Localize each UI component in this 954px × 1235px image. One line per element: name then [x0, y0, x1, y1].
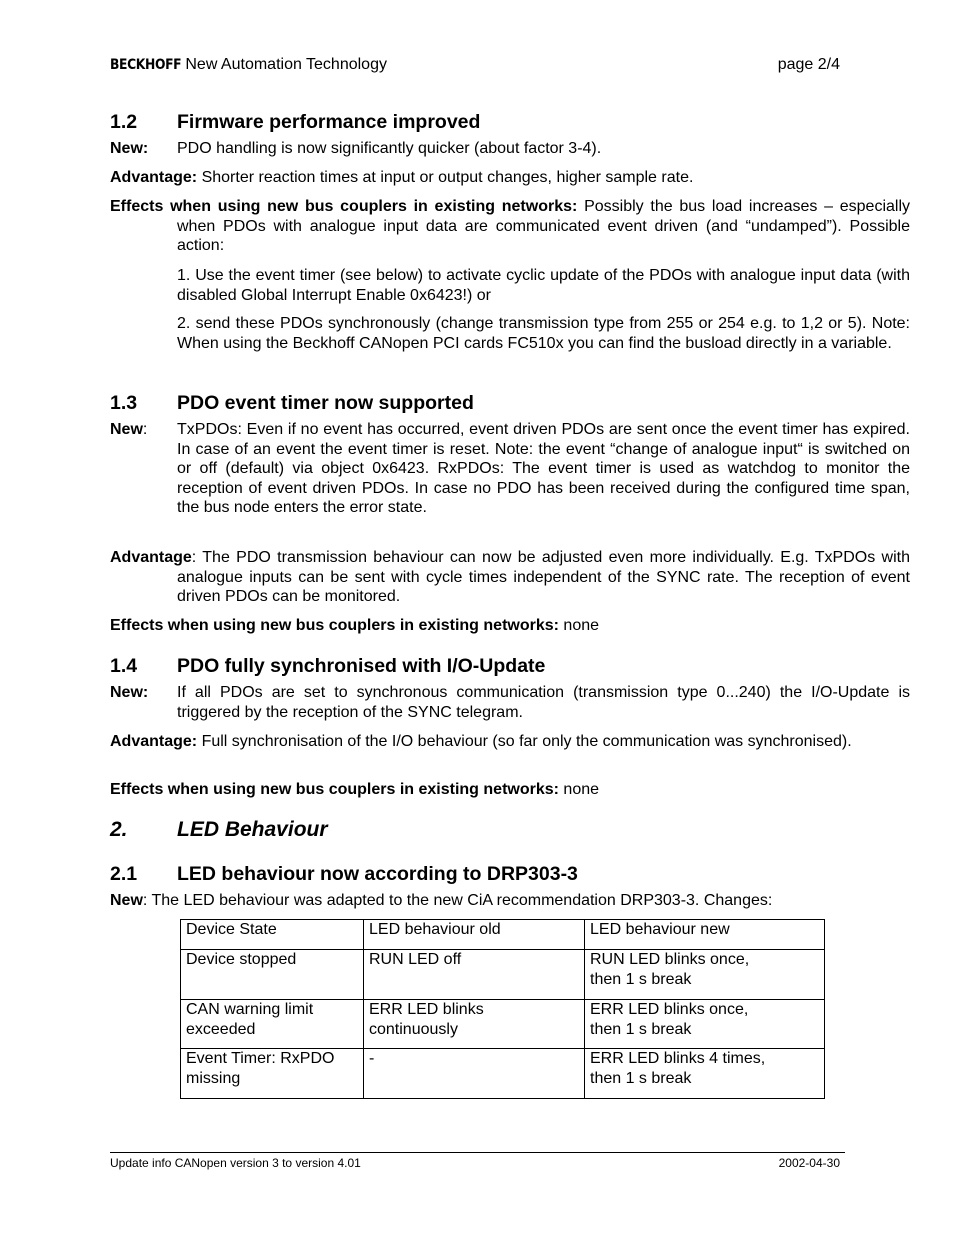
- table-row: [181, 950, 825, 1000]
- table-cell-new: ERR LED blinks 4 times, then 1 s break: [585, 1049, 825, 1099]
- paragraph-text: : The LED behaviour was adapted to the new CiA recommendation DRP303-3. Changes:: [142, 892, 773, 909]
- table-header-cell: LED behaviour new: [585, 920, 825, 950]
- paragraph-new-1-4: [110, 683, 910, 722]
- section-heading-1-2: [110, 111, 480, 134]
- label-effects: Effects when using new bus couplers in existing networks:: [110, 198, 578, 215]
- chapter-number: 2.: [110, 818, 128, 841]
- paragraph-text: If all PDOs are set to synchronous communication (transmission type 0...240) the I/O-Update is triggered by the reception of the SYNC telegram.: [177, 684, 910, 721]
- section-number: 1.4: [110, 655, 138, 677]
- footer-divider: [110, 1152, 845, 1153]
- paragraph-text: Possibly the bus load increases – especially when PDOs with analogue input data are communicated event driven (and “undamped”). Possible action:: [177, 198, 911, 255]
- footer-document-title: Update info CANopen version 3 to version 4.01: [110, 1156, 361, 1170]
- label-effects: Effects when using new bus couplers in existing networks:: [110, 617, 559, 634]
- brand-logo: BECKHOFF: [110, 57, 182, 73]
- table-cell-state: CAN warning limit exceeded: [181, 1000, 364, 1049]
- table-cell-state: Device stopped: [181, 950, 364, 1000]
- section-heading-1-3: [110, 392, 474, 415]
- section-title: PDO fully synchronised with I/O-Update: [177, 655, 546, 677]
- table-cell-new: ERR LED blinks once, then 1 s break: [585, 1000, 825, 1049]
- section-number: 1.3: [110, 392, 138, 414]
- table-row: [181, 1049, 825, 1099]
- table-header-row: [181, 920, 825, 950]
- section-title: LED behaviour now according to DRP303-3: [177, 863, 578, 885]
- label-new: New: [110, 892, 143, 909]
- table-header-cell: LED behaviour old: [364, 920, 585, 950]
- paragraph-text: TxPDOs: Even if no event has occurred, event driven PDOs are sent once the event timer has expired. In case of an event the event timer is reset. Note: the event “change of analogue input“ is switched on or off (default) via object 0x6423. RxPDOs: The event timer is used as watchdog to monitor the reception of event driven PDOs. In case no PDO has been received during the configured time span, the bus node enters the error state.: [177, 421, 910, 517]
- label-advantage: Advantage: [110, 549, 192, 566]
- paragraph-advantage-1-3: [110, 548, 910, 607]
- page-header: [110, 56, 387, 74]
- label-advantage: Advantage:: [110, 733, 198, 750]
- paragraph-effects-1-3: [110, 616, 843, 636]
- paragraph-new-1-2: [110, 139, 910, 159]
- label-new: New:: [110, 140, 149, 157]
- paragraph-advantage-1-2: [110, 168, 910, 188]
- paragraph-new-1-3: [110, 420, 910, 518]
- page-number: page 2/4: [777, 56, 840, 73]
- action-item-2: 2. send these PDOs synchronously (change transmission type from 255 or 254 e.g. to 1,2 or 5). Note: When using the Beckhoff CANopen PCI cards FC510x you can find the busload directly in a variable.: [177, 315, 910, 352]
- paragraph-text: Full synchronisation of the I/O behaviour (so far only the communication was synchronised).: [201, 733, 852, 750]
- chapter-heading-2: [110, 818, 328, 842]
- paragraph-new-2-1: [110, 891, 843, 911]
- led-behaviour-table: [180, 919, 825, 1099]
- section-heading-2-1: [110, 863, 578, 886]
- paragraph-text: : The PDO transmission behaviour can now be adjusted even more individually. E.g. TxPDOs with analogue inputs can be sent with cycle times independent of the SYNC rate. The reception of event driven PDOs can be monitored.: [177, 549, 910, 606]
- label-new: New:: [110, 421, 148, 438]
- action-item-1: 1. Use the event timer (see below) to activate cyclic update of the PDOs with analogue input data (with disabled Global Interrupt Enable 0x6423!) or: [177, 267, 910, 304]
- table-cell-new: RUN LED blinks once, then 1 s break: [585, 950, 825, 1000]
- paragraph-effects-1-2: [110, 197, 910, 256]
- chapter-title: LED Behaviour: [177, 818, 328, 841]
- table-cell-old: -: [364, 1049, 585, 1099]
- paragraph-text: Shorter reaction times at input or output changes, higher sample rate.: [201, 169, 694, 186]
- paragraph-effects-1-4: [110, 780, 843, 800]
- brand-tagline: New Automation Technology: [185, 56, 387, 73]
- table-cell-state: Event Timer: RxPDO missing: [181, 1049, 364, 1099]
- table-cell-old: RUN LED off: [364, 950, 585, 1000]
- table-header-cell: Device State: [181, 920, 364, 950]
- footer-date: 2002-04-30: [778, 1156, 840, 1170]
- label-advantage: Advantage:: [110, 169, 198, 186]
- paragraph-text: none: [563, 617, 600, 634]
- paragraph-text: none: [563, 781, 600, 798]
- table-cell-old: ERR LED blinks continuously: [364, 1000, 585, 1049]
- paragraph-text: PDO handling is now significantly quicker (about factor 3-4).: [177, 140, 602, 157]
- label-new: New:: [110, 684, 149, 701]
- section-heading-1-4: [110, 655, 545, 678]
- table-row: [181, 1000, 825, 1049]
- section-number: 2.1: [110, 863, 138, 885]
- paragraph-advantage-1-4: [110, 732, 910, 752]
- section-number: 1.2: [110, 111, 138, 133]
- section-title: PDO event timer now supported: [177, 392, 474, 414]
- section-title: Firmware performance improved: [177, 111, 481, 133]
- label-effects: Effects when using new bus couplers in existing networks:: [110, 781, 559, 798]
